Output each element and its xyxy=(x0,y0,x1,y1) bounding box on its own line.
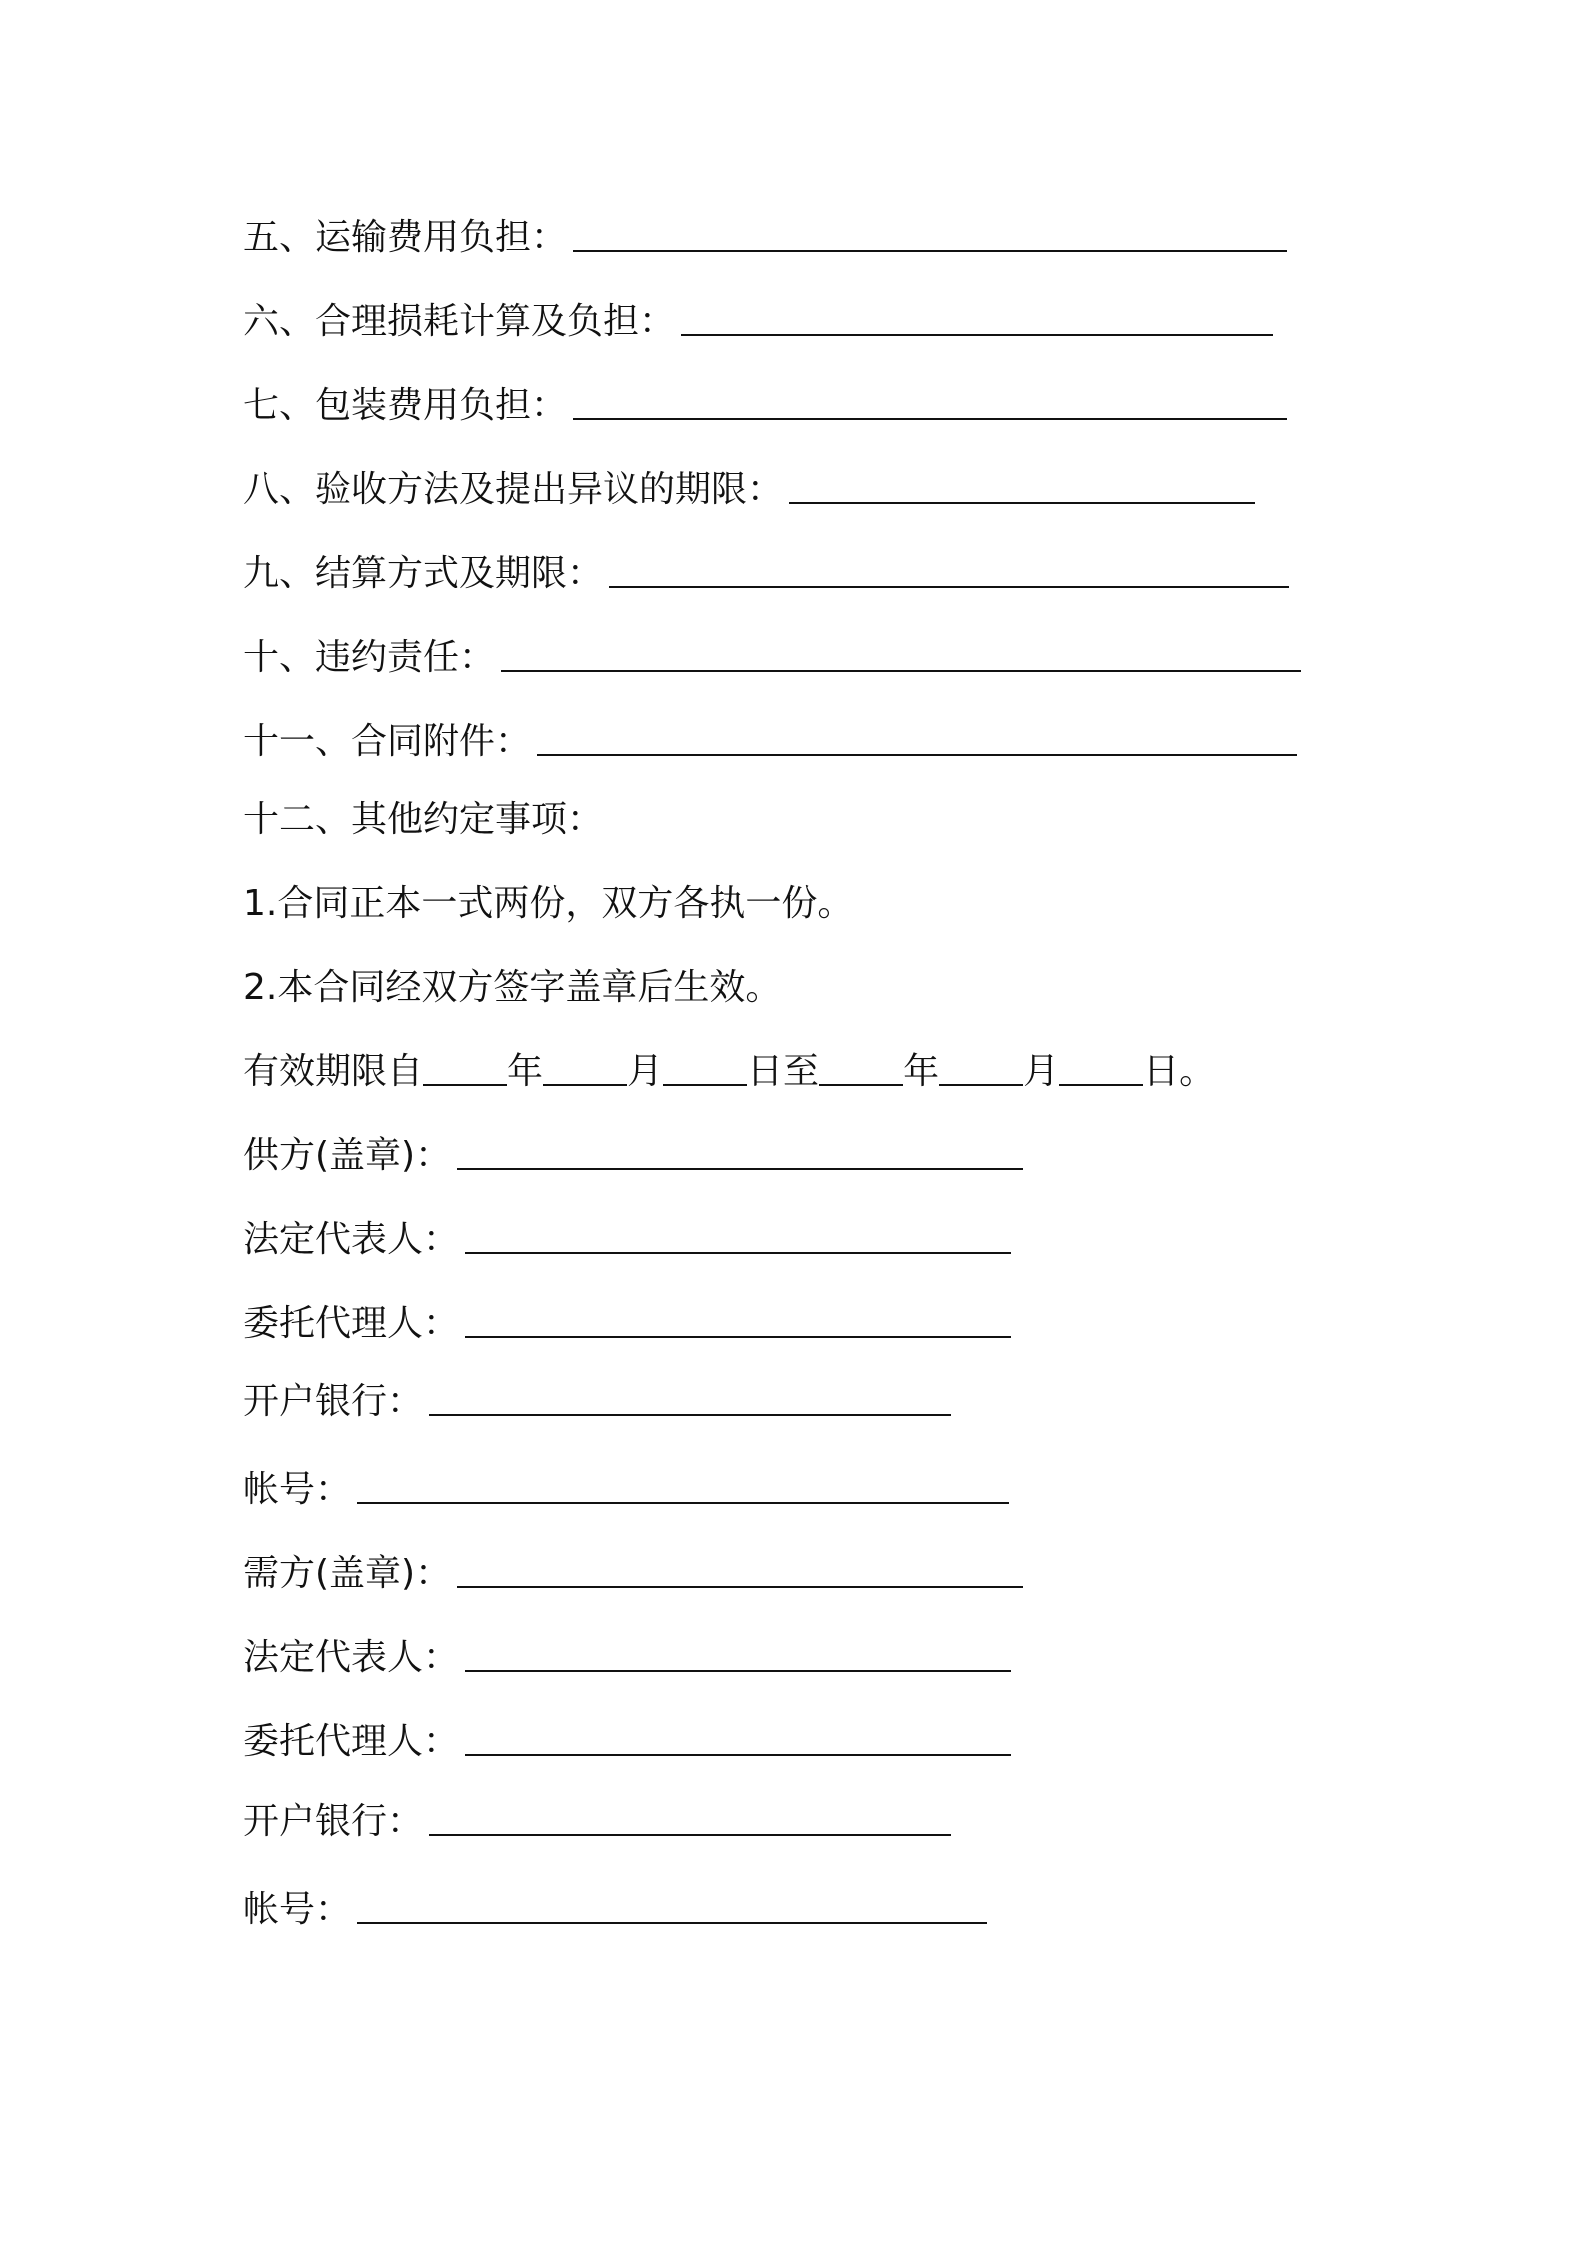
clause-5-line xyxy=(243,206,1287,258)
buyer-bank-line xyxy=(243,1790,951,1842)
end-day-label: 日。 xyxy=(1143,1051,1216,1092)
clause-11-label: 十一、合同附件： xyxy=(243,721,532,762)
start-month-blank xyxy=(543,1082,627,1086)
buyer-agent-label: 委托代理人： xyxy=(243,1721,460,1762)
clause-6-line xyxy=(243,290,1273,342)
buyer-account-line xyxy=(243,1878,987,1930)
clause-12-label: 十二、其他约定事项： xyxy=(243,799,604,840)
supplier-agent-label: 委托代理人： xyxy=(243,1303,460,1344)
supplier-agent-blank xyxy=(465,1334,1011,1338)
buyer-legal-rep-label: 法定代表人： xyxy=(243,1637,460,1678)
supplier-party-label: 供方(盖章)： xyxy=(243,1135,452,1176)
clause-8-line xyxy=(243,458,1255,510)
buyer-account-label: 帐号： xyxy=(243,1889,352,1930)
buyer-party-blank xyxy=(457,1584,1023,1588)
start-day-blank xyxy=(663,1082,747,1086)
buyer-party-line xyxy=(243,1542,1023,1594)
clause-9-line xyxy=(243,542,1289,594)
clause-7-blank xyxy=(573,416,1287,420)
end-month-blank xyxy=(939,1082,1023,1086)
clause-9-blank xyxy=(609,584,1289,588)
buyer-bank-blank xyxy=(429,1832,951,1836)
term-1-line xyxy=(243,872,853,924)
clause-6-blank xyxy=(681,332,1273,336)
term-1-text: 1.合同正本一式两份，双方各执一份。 xyxy=(243,883,854,924)
buyer-legal-rep-blank xyxy=(465,1668,1011,1672)
buyer-account-blank xyxy=(357,1920,987,1924)
end-year-label: 年 xyxy=(903,1051,940,1092)
clause-10-blank xyxy=(501,668,1301,672)
supplier-legal-rep-blank xyxy=(465,1250,1011,1254)
buyer-party-label: 需方(盖章)： xyxy=(243,1553,452,1594)
buyer-agent-line xyxy=(243,1710,1011,1762)
start-year-blank xyxy=(423,1082,507,1086)
end-year-blank xyxy=(819,1082,903,1086)
term-2-line xyxy=(243,956,781,1008)
supplier-bank-line xyxy=(243,1370,951,1422)
start-year-label: 年 xyxy=(507,1051,544,1092)
start-day-label: 日至 xyxy=(747,1051,820,1092)
supplier-legal-rep-line xyxy=(243,1208,1011,1260)
term-2-text: 2.本合同经双方签字盖章后生效。 xyxy=(243,967,782,1008)
clause-7-line xyxy=(243,374,1287,426)
supplier-bank-label: 开户银行： xyxy=(243,1381,424,1422)
clause-12-line xyxy=(243,788,603,840)
buyer-bank-label: 开户银行： xyxy=(243,1801,424,1842)
supplier-party-line xyxy=(243,1124,1023,1176)
supplier-agent-line xyxy=(243,1292,1011,1344)
supplier-party-blank xyxy=(457,1166,1023,1170)
clause-10-label: 十、违约责任： xyxy=(243,637,496,678)
clause-5-blank xyxy=(573,248,1287,252)
validity-prefix: 有效期限自 xyxy=(243,1051,424,1092)
supplier-account-line xyxy=(243,1458,1009,1510)
buyer-agent-blank xyxy=(465,1752,1011,1756)
end-day-blank xyxy=(1059,1082,1143,1086)
clause-9-label: 九、结算方式及期限： xyxy=(243,553,604,594)
clause-6-label: 六、合理损耗计算及负担： xyxy=(243,301,676,342)
validity-line xyxy=(243,1040,1215,1092)
clause-11-line xyxy=(243,710,1297,762)
clause-11-blank xyxy=(537,752,1297,756)
end-month-label: 月 xyxy=(1023,1051,1060,1092)
clause-7-label: 七、包装费用负担： xyxy=(243,385,568,426)
supplier-legal-rep-label: 法定代表人： xyxy=(243,1219,460,1260)
clause-8-label: 八、验收方法及提出异议的期限： xyxy=(243,469,784,510)
clause-8-blank xyxy=(789,500,1255,504)
buyer-legal-rep-line xyxy=(243,1626,1011,1678)
supplier-bank-blank xyxy=(429,1412,951,1416)
start-month-label: 月 xyxy=(627,1051,664,1092)
supplier-account-blank xyxy=(357,1500,1009,1504)
clause-5-label: 五、运输费用负担： xyxy=(243,217,568,258)
supplier-account-label: 帐号： xyxy=(243,1469,352,1510)
clause-10-line xyxy=(243,626,1301,678)
